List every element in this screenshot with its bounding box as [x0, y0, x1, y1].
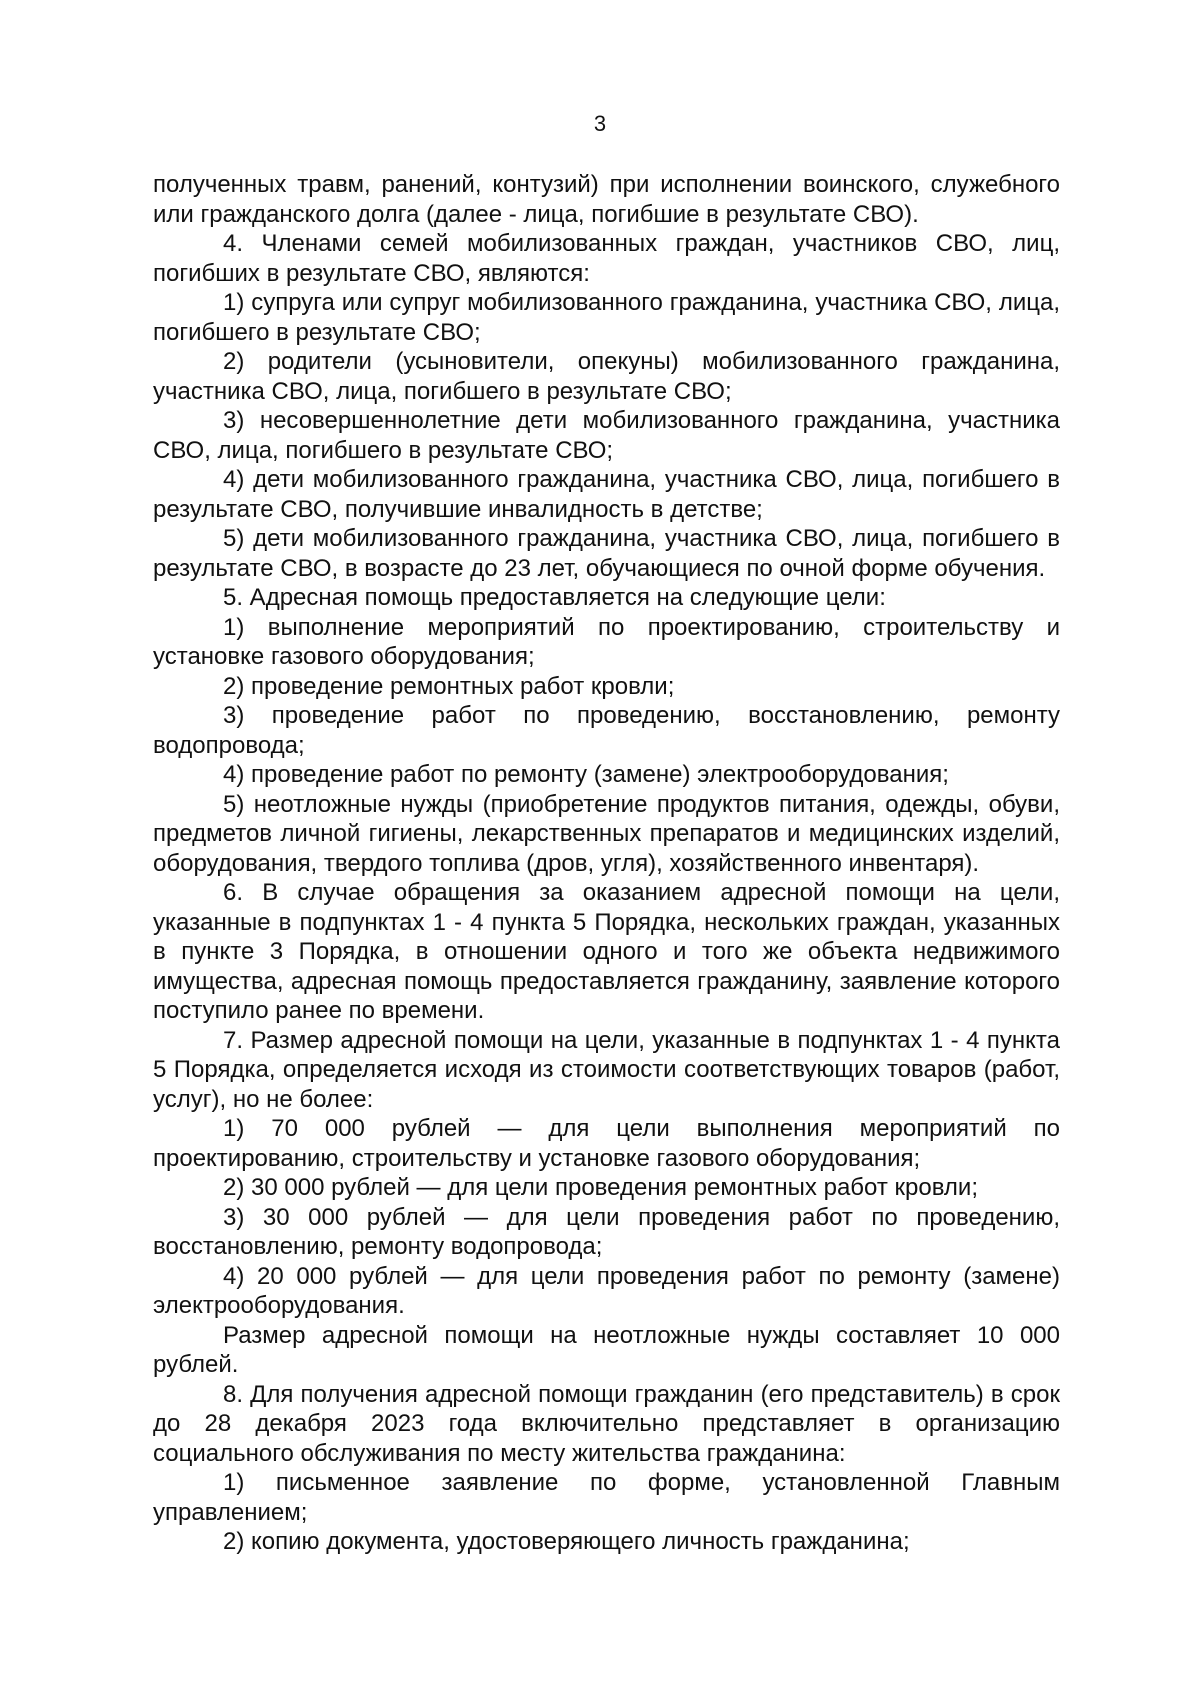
subitem-8-1: 1) письменное заявление по форме, установленной Главным управлением;: [153, 1469, 1060, 1526]
paragraph-continuation: полученных травм, ранений, контузий) при исполнении воинского, служебного или гражданского долга (далее - лица, погибшие в результате СВО).: [153, 171, 1060, 228]
subitem-7-1: 1) 70 000 рублей — для цели выполнения мероприятий по проектированию, строительству и установке газового оборудования;: [153, 1115, 1060, 1172]
paragraph-item-8: 8. Для получения адресной помощи гражданин (его представитель) в срок до 28 декабря 2023 года включительно представляет в организацию социального обслуживания по месту жительства гражданина:: [153, 1380, 1060, 1467]
paragraph-item-6: 6. В случае обращения за оказанием адресной помощи на цели, указанные в подпунктах 1 - 4 пункта 5 Порядка, нескольких граждан, указанных в пункте 3 Порядка, в отношении одного и того же объекта недвижимого имущества, адресная помощь предоставляется гражданину, заявление которого поступило ранее по времени.: [153, 879, 1060, 1024]
page-number: 3: [593, 111, 607, 136]
subitem-5-3: 3) проведение работ по проведению, восстановлению, ремонту водопровода;: [153, 702, 1060, 759]
subitem-4-2: 2) родители (усыновители, опекуны) мобилизованного гражданина, участника СВО, лица, погибшего в результате СВО;: [153, 348, 1060, 405]
subitem-7-2: 2) 30 000 рублей — для цели проведения ремонтных работ кровли;: [223, 1174, 978, 1201]
subitem-5-1: 1) выполнение мероприятий по проектированию, строительству и установке газового оборудования;: [153, 613, 1060, 670]
subitem-8-2: 2) копию документа, удостоверяющего личность гражданина;: [223, 1528, 910, 1555]
subitem-7-3: 3) 30 000 рублей — для цели проведения работ по проведению, восстановлению, ремонту водопровода;: [153, 1203, 1060, 1260]
subitem-4-1: 1) супруга или супруг мобилизованного гражданина, участника СВО, лица, погибшего в результате СВО;: [153, 289, 1060, 346]
urgent-needs-amount: Размер адресной помощи на неотложные нужды составляет 10 000 рублей.: [153, 1321, 1060, 1378]
paragraph-item-5: 5. Адресная помощь предоставляется на следующие цели:: [223, 584, 886, 611]
paragraph-item-4: 4. Членами семей мобилизованных граждан, участников СВО, лиц, погибших в результате СВО, являются:: [153, 230, 1060, 287]
subitem-4-3: 3) несовершеннолетние дети мобилизованного гражданина, участника СВО, лица, погибшего в результате СВО;: [153, 407, 1060, 464]
subitem-5-4: 4) проведение работ по ремонту (замене) электрооборудования;: [223, 761, 949, 788]
subitem-7-4: 4) 20 000 рублей — для цели проведения работ по ремонту (замене) электрооборудования.: [153, 1262, 1060, 1319]
subitem-4-5: 5) дети мобилизованного гражданина, участника СВО, лица, погибшего в результате СВО, в возрасте до 23 лет, обучающиеся по очной форме обучения.: [153, 525, 1060, 582]
subitem-5-2: 2) проведение ремонтных работ кровли;: [223, 672, 675, 700]
subitem-4-4: 4) дети мобилизованного гражданина, участника СВО, лица, погибшего в результате СВО, получившие инвалидность в детстве;: [153, 466, 1060, 523]
subitem-5-5: 5) неотложные нужды (приобретение продуктов питания, одежды, обуви, предметов личной гигиены, лекарственных препаратов и медицинских изделий, оборудования, твердого топлива (дров, угля), хозяйственного инвентаря).: [153, 790, 1060, 877]
document-body: [153, 170, 1060, 1557]
paragraph-item-7: 7. Размер адресной помощи на цели, указанные в подпунктах 1 - 4 пункта 5 Порядка, определяется исходя из стоимости соответствующих товаров (работ, услуг), но не более:: [153, 1026, 1060, 1113]
